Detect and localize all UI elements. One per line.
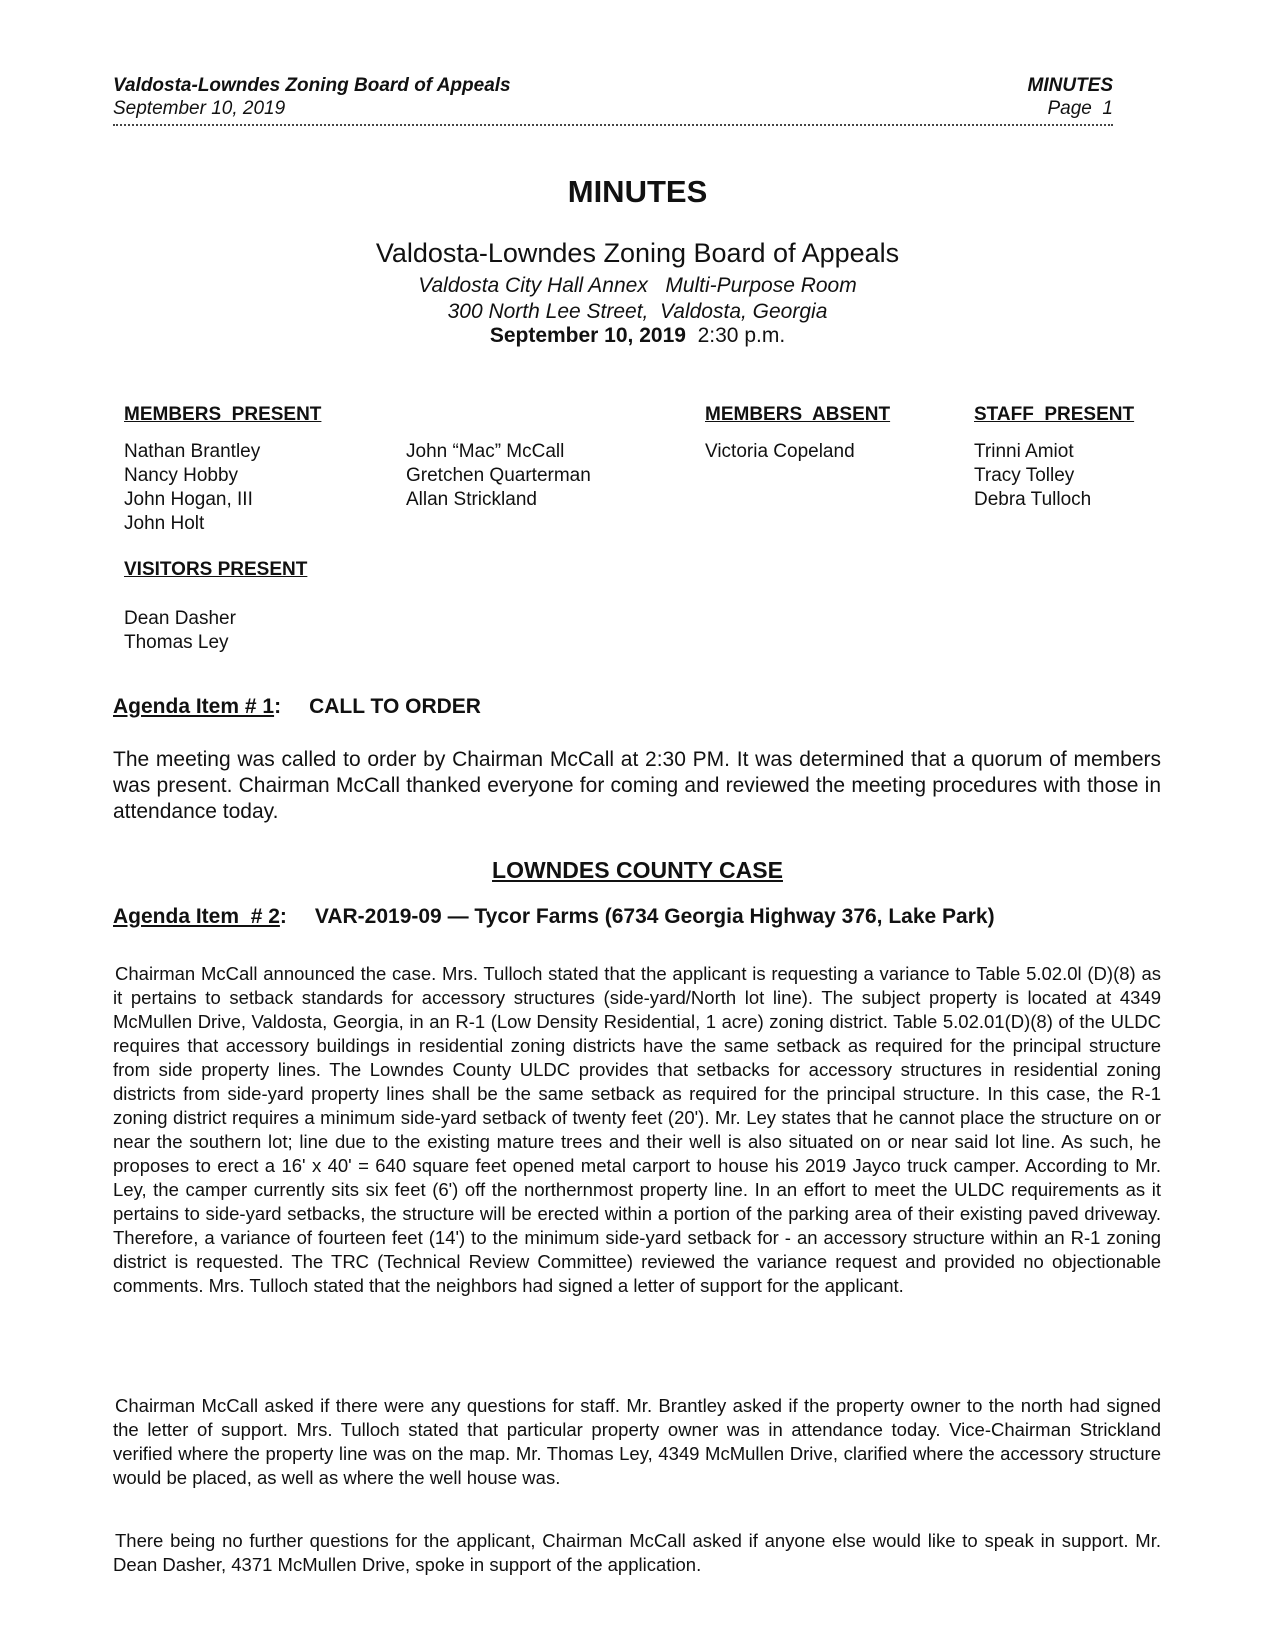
staff-present-list [974, 440, 1091, 512]
members-present-heading: MEMBERS PRESENT [124, 404, 322, 425]
board-name: Valdosta-Lowndes Zoning Board of Appeals [375, 238, 900, 268]
agenda-item-2-colon: : [279, 905, 287, 928]
members-absent-list [705, 440, 855, 464]
staff-name: Trinni Amiot [974, 441, 1074, 462]
member-name: John “Mac” McCall [406, 441, 565, 462]
meeting-date-time [0, 324, 1275, 348]
member-name: John Hogan, III [124, 489, 253, 510]
running-header-right [1028, 74, 1114, 120]
agenda-item-1-colon: : [274, 695, 282, 718]
header-divider [113, 124, 1113, 128]
header-doc-type: MINUTES [1027, 75, 1113, 96]
agenda-item-2-title: VAR-2019-09 — Tycor Farms (6734 Georgia Highway 376, Lake Park) [314, 905, 995, 928]
member-name: Nathan Brantley [124, 441, 261, 462]
agenda-item-1-label: Agenda Item # 1 [113, 695, 275, 718]
staff-name: Tracy Tolley [974, 465, 1075, 486]
header-org: Valdosta-Lowndes Zoning Board of Appeals [113, 75, 511, 96]
visitors-present-heading: VISITORS PRESENT [124, 559, 308, 580]
meeting-date: September 10, 2019 [489, 324, 686, 347]
visitor-name: Thomas Ley [124, 632, 229, 653]
header-date: September 10, 2019 [113, 98, 286, 119]
members-absent-heading: MEMBERS ABSENT [705, 404, 891, 425]
agenda-item-2-heading [113, 905, 995, 929]
page-title: MINUTES [567, 174, 708, 209]
agenda-item-1-title: CALL TO ORDER [309, 695, 481, 718]
agenda-item-2-paragraph-3: There being no further questions for the applicant, Chairman McCall asked if anyone else would like to speak in support. Mr. Dean Dasher, 4371 McMullen Drive, spoke in support of the application. [113, 1530, 1161, 1575]
agenda-item-2-paragraph-1: Chairman McCall announced the case. Mrs. Tulloch stated that the applicant is requesting a variance to Table 5.02.0l (D)(8) as it pertains to setback standards for accessory structures (side-yard/North lot line). The subject property is located at 4349 McMullen Drive, Valdosta, Georgia, in an R-1 (Low Density Residential, 1 acre) zoning district. Table 5.02.01(D)(8) of the ULDC requires that accessory buildings in residential zoning districts have the same setback as required for the principal structure from side property lines. The Lowndes County ULDC provides that setbacks for accessory structures in residential zoning districts from side-yard property lines shall be the same setback as required for the principal structure. In this case, the R-1 zoning district requires a minimum side-yard setback of twenty feet (20'). Mr. Ley states that he cannot place the structure on or near the southern lot; line due to the existing mature trees and their well is also situated on or near said lot line. As such, he proposes to erect a 16' x 40' = 640 square feet opened metal carport to house his 2019 Jayco truck camper. According to Mr. Ley, the camper currently sits six feet (6') off the northernmost property line. In an effort to meet the ULDC requirements as it pertains to side-yard setbacks, the structure will be erected within a portion of the parking area of their existing paved driveway. Therefore, a variance of fourteen feet (14') to the minimum side-yard setback for - an accessory structure within an R-1 zoning district is requested. The TRC (Technical Review Committee) reviewed the variance request and provided no objectionable comments. Mrs. Tulloch stated that the neighbors had signed a letter of support for the applicant. [113, 963, 1161, 1296]
header-page-number: Page 1 [1047, 98, 1113, 119]
agenda-item-2-paragraph-2: Chairman McCall asked if there were any questions for staff. Mr. Brantley asked if the property owner to the north had signed the letter of support. Mrs. Tulloch stated that particular property owner was in attendance today. Vice-Chairman Strickland verified where the property line was on the map. Mr. Thomas Ley, 4349 McMullen Drive, clarified where the accessory structure would be placed, as well as where the well house was. [113, 1395, 1161, 1488]
agenda-item-1-text: The meeting was called to order by Chairman McCall at 2:30 PM. It was determined that a quorum of members was present. Chairman McCall thanked everyone for coming and reviewed the meeting procedures with those in attendance today. [113, 748, 1161, 823]
member-name: John Holt [124, 513, 205, 534]
visitors-present-list [124, 607, 236, 655]
absent-member-name: Victoria Copeland [705, 441, 855, 462]
meeting-time: 2:30 p.m. [697, 324, 786, 347]
members-present-col2 [406, 440, 591, 512]
running-header-left [113, 74, 511, 120]
location-line-1: Valdosta City Hall Annex Multi-Purpose Room [418, 274, 857, 297]
county-case-heading: LOWNDES COUNTY CASE [492, 857, 783, 883]
agenda-item-2-label: Agenda Item # 2 [113, 905, 280, 928]
member-name: Gretchen Quarterman [406, 465, 591, 486]
staff-name: Debra Tulloch [974, 489, 1092, 510]
members-present-col1 [124, 440, 260, 536]
member-name: Nancy Hobby [124, 465, 239, 486]
agenda-item-1-heading [113, 695, 481, 719]
visitor-name: Dean Dasher [124, 608, 236, 629]
location-line-2: 300 North Lee Street, Valdosta, Georgia [447, 300, 828, 323]
staff-present-heading: STAFF PRESENT [974, 404, 1135, 425]
member-name: Allan Strickland [406, 489, 537, 510]
